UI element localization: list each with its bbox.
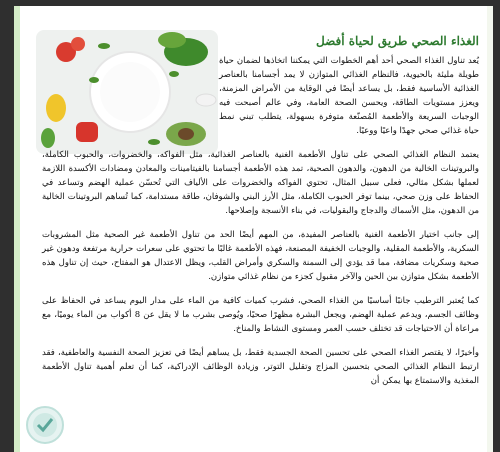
paragraph-3: إلى جانب اختيار الأطعمة الغنية بالعناصر المفيدة، من المهم أيضًا الحد من تناول الأطعمة غير الصحية مثل المشروبات السكرية، والأطعمة المقلية، والوجبات الخفيفة المصنعة، فهذه الأطعمة غالبًا ما تحتوي على سعرات حرارية مرتفعة ودهون غير صحية وسكريات مضافة، مما قد يؤدي إلى السمنة والسكري وأمراض القلب، ويظل الاعتدال هو المفتاح، حيث إن تناول هذه الأطعمة بشكل متوازن بين الحين والآخر مقبول كجزء من نظام غذائي متوازن. bbox=[42, 230, 479, 282]
document-page bbox=[14, 6, 493, 452]
document-content bbox=[42, 26, 479, 398]
document-title: الغذاء الصحي طريق لحياة أفضل bbox=[316, 34, 479, 48]
paragraph-1: يُعد تناول الغذاء الصحي أحد أهم الخطوات التي يمكننا اتخاذها لضمان حياة طويلة مليئة بالحيوية، فالنظام الغذائي المتوازن لا يمد أجسامنا بالعناصر الغذائية الأساسية فقط، بل يساعد أيضًا في الوقاية من الأمراض المزمنة، ويعزز مستويات الطاقة، ويحسن الصحة العامة، وفي عالم أصبحت فيه الوجبات السريعة والأطعمة المُصنّعة متوفرة بسهولة، يتطلب تبني نمط حياة غذائي صحي جهدًا واعيًا ووعيًا. bbox=[219, 56, 479, 136]
page-edge bbox=[487, 6, 493, 452]
watermark-logo-icon bbox=[26, 406, 64, 444]
paragraph-5: وأخيرًا، لا يقتصر الغذاء الصحي على تحسين الصحة الجسدية فقط، بل يساهم أيضًا في تعزيز الصحة النفسية والعاطفية، فقد ارتبط النظام الغذائي الصحي بتحسين المزاج وتقليل التوتر، وزيادة الوظائف الإدراكية، كما أن تعلم أهمية تناول الأطعمة المغذية والاستمتاع بها يمكن أن bbox=[42, 348, 479, 386]
paragraph-2: يعتمد النظام الغذائي الصحي على تناول الأطعمة الغنية بالعناصر الغذائية، مثل الفواكه، والخضروات، والحبوب الكاملة، والبروتينات الخالية من الدهون، والدهون الصحية، تمد هذه الأطعمة أجسامنا بالفيتامينات والمعادن ومضادات الأكسدة اللازمة لعملها بشكل مثالي، فعلى سبيل المثال، تحتوي الفواكه والخضروات على الألياف التي تُحسّن عملية الهضم وتساعد في الحفاظ على وزن صحي، بينما توفر الحبوب الكاملة، مثل الأرز البني والشوفان، طاقة مستدامة، كما تُساهم البروتينات الخالية من الدهون، مثل الأسماك والدجاج والبقوليات، في بناء الأنسجة وإصلاحها. bbox=[42, 150, 479, 216]
paragraph-4: كما يُعتبر الترطيب جانبًا أساسيًا من الغذاء الصحي، فشرب كميات كافية من الماء على مدار اليوم يساعد في الحفاظ على وظائف الجسم، ويدعم عملية الهضم، ويجعل البشرة مظهرًا صحيًا، ويُوصى بشرب ما لا يقل عن 8 أكواب من الماء يوميًا، مع مراعاة أن الاحتياجات قد تختلف حسب العمر ومستوى النشاط والمناخ. bbox=[42, 296, 479, 334]
